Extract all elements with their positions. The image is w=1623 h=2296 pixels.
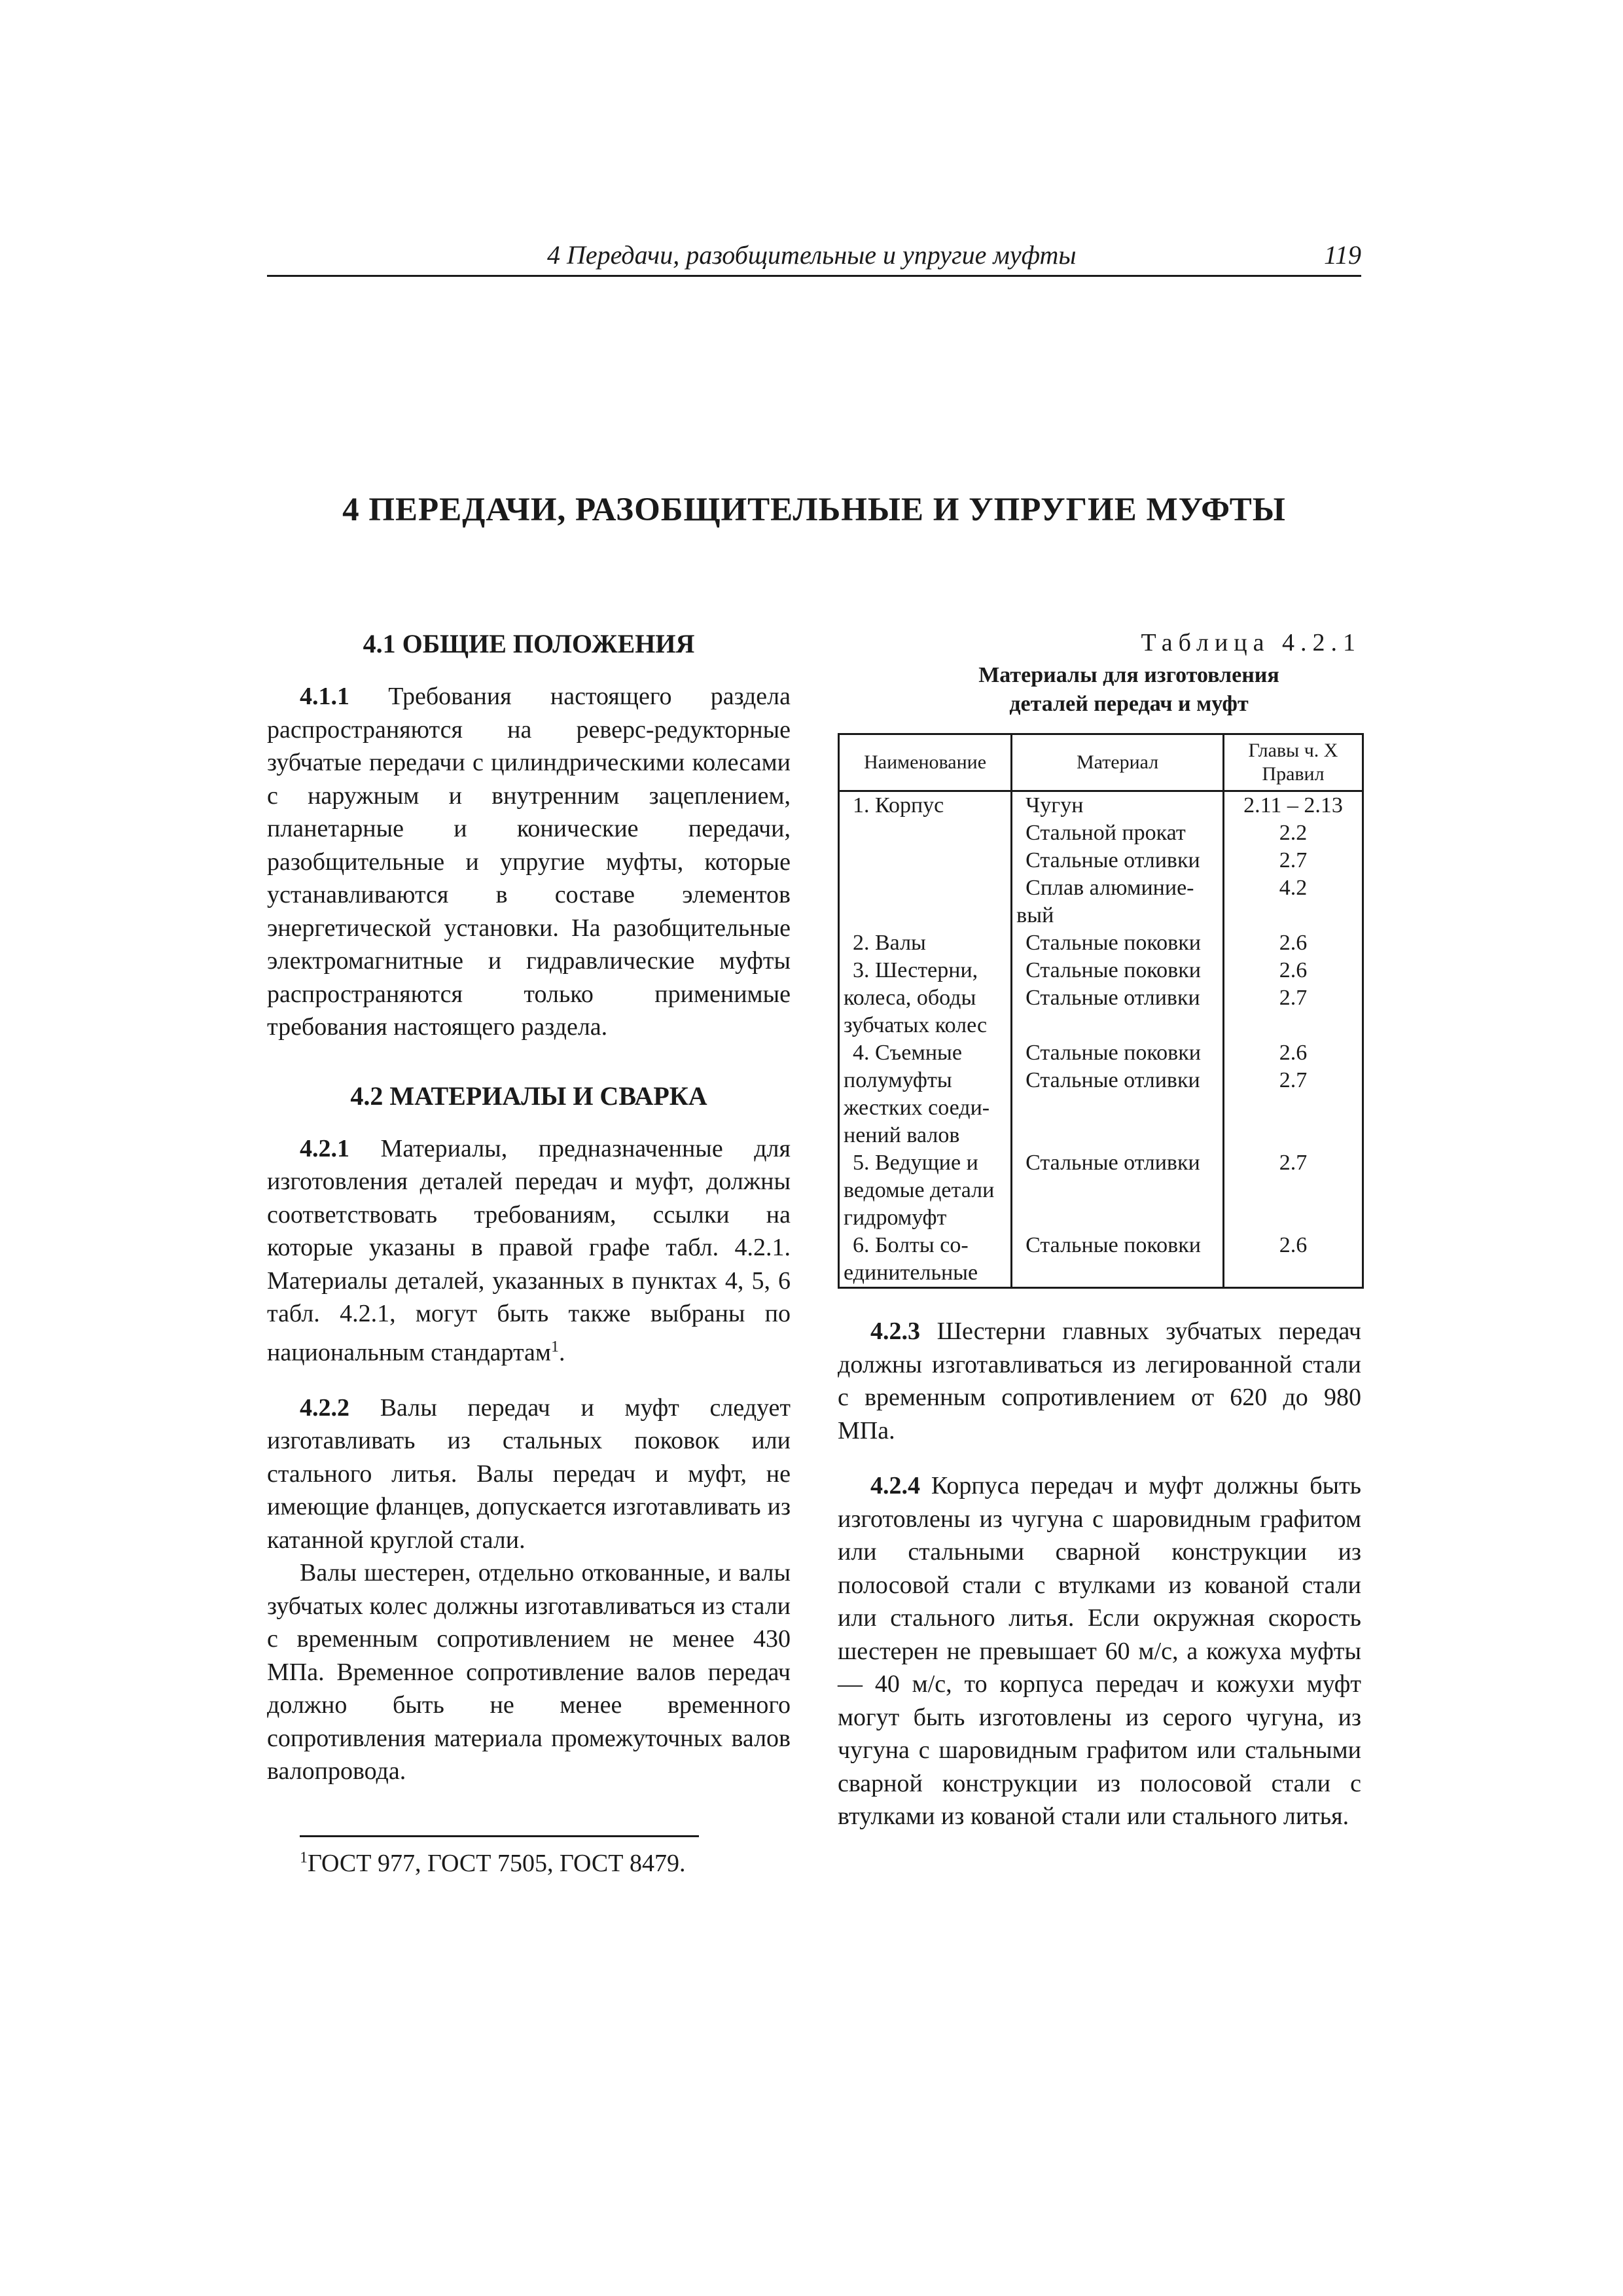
cell-line: единительные <box>844 1261 978 1285</box>
cell-line: 2.6 <box>1279 931 1308 955</box>
cell-material <box>1012 1039 1224 1149</box>
cell-line: зубчатых колес <box>844 1013 988 1037</box>
table-row <box>839 929 1363 957</box>
table-body <box>839 791 1363 1288</box>
table-title-line-1: Материалы для изготовления <box>978 663 1279 687</box>
table-row <box>839 1149 1363 1232</box>
table-row <box>839 1039 1363 1149</box>
cell-line: полумуфты <box>844 1068 952 1092</box>
cell-line: Стальные отливки <box>1026 1068 1200 1092</box>
table-row <box>839 957 1363 1039</box>
cell-line: 2.6 <box>1279 958 1308 982</box>
cell-line: вый <box>1016 903 1054 927</box>
cell-chapters <box>1223 929 1363 957</box>
paragraph-text: Шестерни главных зубчатых передач должны изготавливаться из легированной стали с временным сопротивлением от 620 до 980 МПа. <box>838 1318 1362 1444</box>
paragraph-4-2-2-cont: Валы шестерен, отдельно откованные, и валы зубчатых колес должны изготавливаться из стали с временным сопротивлением не менее 430 МПа. Временное сопротивление валов передач должно быть не менее временного сопротивления материала промежуточных валов валопровода. <box>267 1559 791 1785</box>
cell-line: Стальные поковки <box>1026 1233 1201 1257</box>
cell-line: 2.11 – 2.13 <box>1243 793 1343 817</box>
paragraph-end: . <box>558 1338 565 1367</box>
materials-table <box>838 733 1364 1289</box>
cell-material <box>1012 1149 1224 1232</box>
cell-line: 2.7 <box>1279 986 1308 1010</box>
left-column <box>267 628 791 1878</box>
cell-line: 6. Болты со- <box>853 1233 969 1257</box>
cell-name <box>839 1149 1012 1232</box>
running-header-title: 4 Передачи, разобщительные и упругие муфты <box>547 240 1077 270</box>
cell-material <box>1012 929 1224 957</box>
cell-line: ведомые детали <box>844 1178 995 1202</box>
cell-line: 2.7 <box>1279 1151 1308 1175</box>
cell-line: Чугун <box>1026 793 1084 817</box>
paragraph-text: Требования настоящего раздела распространяются на реверс-редукторные зубчатые передачи с цилиндрическими колесами с наружным и внутренним зацеплением, планетарные и конические передачи, разобщительные и упругие муфты, которые устанавливаются в составе элементов энергетической установки. На разобщительные электромагнитные и гидравлические муфты распространяются только применимые требования настоящего раздела. <box>267 683 791 1041</box>
cell-line: 4. Съемные <box>853 1041 962 1065</box>
table-header-row <box>839 734 1363 791</box>
cell-line: 1. Корпус <box>853 793 944 817</box>
cell-line: 3. Шестерни, <box>853 958 978 982</box>
cell-material <box>1012 957 1224 1039</box>
cell-name <box>839 929 1012 957</box>
cell-line: Стальные поковки <box>1026 1041 1201 1065</box>
cell-line: 2.7 <box>1279 1068 1308 1092</box>
paragraph-number: 4.2.3 <box>870 1318 920 1345</box>
page-number: 119 <box>1323 240 1361 270</box>
paragraph-4-2-3 <box>838 1315 1361 1447</box>
footnote-divider <box>300 1835 699 1837</box>
cell-line: Стальные отливки <box>1026 848 1200 872</box>
cell-line: 5. Ведущие и <box>853 1151 978 1175</box>
cell-line: 2. Валы <box>853 931 926 955</box>
cell-line: Стальные поковки <box>1026 958 1201 982</box>
paragraph-text: Валы передач и муфт следует изготавливать из стальных поковок или стального литья. Валы передач и муфт, не имеющие фланцев, допускается изготавливать из катанной круглой стали. <box>267 1393 791 1554</box>
section-heading-4-1: 4.1 ОБЩИЕ ПОЛОЖЕНИЯ <box>363 629 695 658</box>
paragraph-text: Корпуса передач и муфт должны быть изготовлены из чугуна с шаровидным графитом или стальными сварной конструкции из полосовой стали с втулками из кованой стали или стального литья. Если окружная скорость шестерен не превышает 60 м/с, а кожуха муфты — 40 м/с, то корпуса передач и кожухи муфт могут быть изготовлены из серого чугуна, из чугуна с шаровидным графитом или стальными сварной конструкции из полосовой стали с втулками из кованой стали или стального литья. <box>838 1472 1362 1830</box>
cell-line: колеса, ободы <box>844 986 976 1010</box>
cell-line: 2.7 <box>1279 848 1308 872</box>
paragraph-4-1-1 <box>267 680 791 1044</box>
right-column <box>838 628 1361 1833</box>
chapter-title: 4 ПЕРЕДАЧИ, РАЗОБЩИТЕЛЬНЫЕ И УПРУГИЕ МУФТЫ <box>342 492 1286 528</box>
cell-line: Стальной прокат <box>1026 821 1186 845</box>
cell-line: Стальные отливки <box>1026 986 1200 1010</box>
table-row <box>839 791 1363 930</box>
paragraph-4-2-2 <box>267 1391 791 1557</box>
cell-chapters <box>1223 1149 1363 1232</box>
cell-line: Стальные поковки <box>1026 931 1201 955</box>
cell-line: 2.6 <box>1279 1041 1308 1065</box>
cell-name <box>839 1039 1012 1149</box>
cell-material <box>1012 1232 1224 1288</box>
column-header-chapters: Главы ч. Х Правил <box>1223 734 1363 791</box>
table-title-line-2: деталей передач и муфт <box>1009 692 1249 716</box>
cell-line: 2.6 <box>1279 1233 1308 1257</box>
cell-line: нений валов <box>844 1123 960 1147</box>
paragraph-number: 4.1.1 <box>300 683 349 710</box>
cell-chapters <box>1223 791 1363 930</box>
cell-name <box>839 957 1012 1039</box>
cell-line: Сплав алюминие- <box>1026 876 1194 900</box>
cell-chapters <box>1223 957 1363 1039</box>
table-title <box>838 661 1361 719</box>
paragraph-text: Материалы, предназначенные для изготовления деталей передач и муфт, должны соответствовать требованиям, ссылки на которые указаны в правой графе табл. 4.2.1. Материалы деталей, указанных в пунктах 4, 5, 6 табл. 4.2.1, могут быть также выбраны по национальным стандартам <box>267 1134 791 1367</box>
cell-line: Стальные отливки <box>1026 1151 1200 1175</box>
footnote-ref: 1 <box>550 1338 559 1355</box>
paragraph-4-2-1 <box>267 1132 791 1369</box>
section-heading-4-2: 4.2 МАТЕРИАЛЫ И СВАРКА <box>350 1081 707 1111</box>
footnote-text: ГОСТ 977, ГОСТ 7505, ГОСТ 8479. <box>308 1849 686 1877</box>
cell-name <box>839 791 1012 930</box>
paragraph-number: 4.2.1 <box>300 1134 349 1162</box>
cell-name <box>839 1232 1012 1288</box>
cell-line: жестких соеди- <box>844 1096 990 1120</box>
cell-chapters <box>1223 1039 1363 1149</box>
paragraph-number: 4.2.2 <box>300 1393 349 1422</box>
cell-line: гидромуфт <box>844 1206 947 1230</box>
column-header-name: Наименование <box>839 734 1012 791</box>
cell-material <box>1012 791 1224 930</box>
column-header-material: Материал <box>1012 734 1224 791</box>
footnote <box>300 1849 791 1878</box>
cell-line: 2.2 <box>1279 821 1308 845</box>
table-row <box>839 1232 1363 1288</box>
cell-chapters <box>1223 1232 1363 1288</box>
paragraph-4-2-4 <box>838 1469 1361 1833</box>
table-label: Таблица 4.2.1 <box>1141 629 1361 656</box>
running-header <box>267 237 1361 277</box>
cell-line: 4.2 <box>1279 876 1308 900</box>
footnote-mark: 1 <box>300 1849 308 1866</box>
paragraph-number: 4.2.4 <box>870 1472 920 1499</box>
